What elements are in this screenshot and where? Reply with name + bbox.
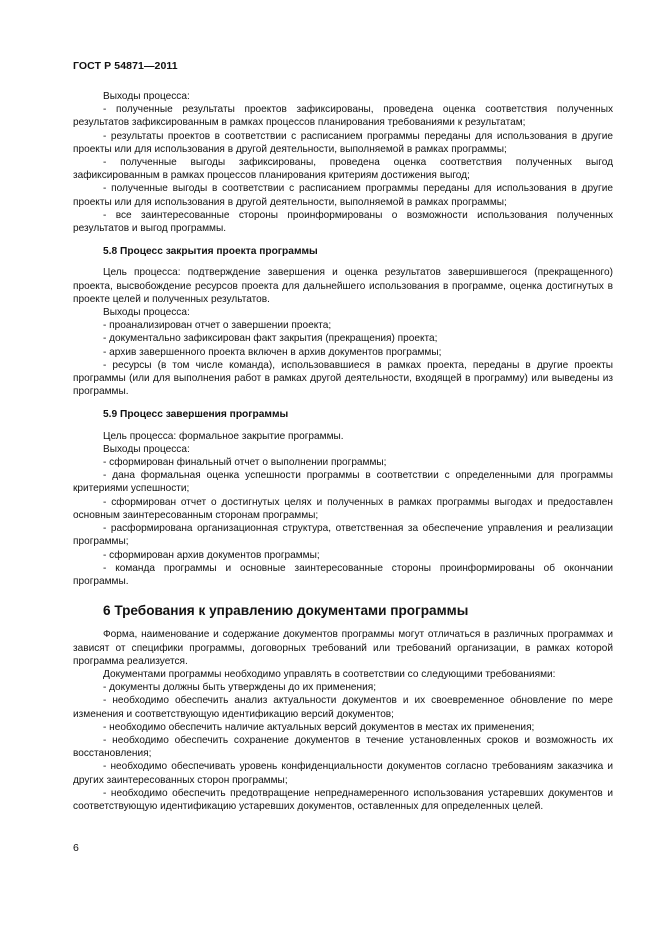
- list-item: - полученные результаты проектов зафиксированы, проведена оценка соответствия полученных результатов зафиксированным в рамках процессов планирования требованиями к результатам;: [73, 104, 613, 129]
- paragraph: Цель процесса: подтверждение завершения и оценка результатов завершившегося (прекращенного) проекта, высвобождение ресурсов проекта для дальнейшего использования в программе, оценка достигнутых в проекте целей и полученных результатов.: [73, 267, 613, 305]
- list-item: - все заинтересованные стороны проинформированы о возможности использования полученных результатов и выгод программы.: [73, 209, 613, 235]
- section-5-9: [73, 408, 613, 588]
- list-item: - ресурсы (в том числе команда), использовавшиеся в рамках проекта, переданы в другие проекты программы (или для выполнения работ в рамках другой деятельности, входящей в программу) или выведены из программы.: [73, 359, 613, 398]
- process-outputs-block: [73, 90, 613, 235]
- list-item: - проанализирован отчет о завершении проекта;: [103, 320, 332, 332]
- section-heading: 5.8 Процесс закрытия проекта программы: [103, 246, 318, 258]
- list-item: - сформирован отчет о достигнутых целях и полученных в рамках программы выгодах и предоставлен основным заинтересованным сторонам программы;: [73, 496, 613, 521]
- list-item: - архив завершенного проекта включен в архив документов программы;: [103, 346, 442, 358]
- paragraph: Выходы процесса:: [103, 443, 190, 455]
- paragraph: Документами программы необходимо управлять в соответствии со следующими требованиями:: [103, 668, 556, 680]
- list-item: - документы должны быть утверждены до их применения;: [103, 682, 376, 694]
- section-6: [73, 604, 613, 813]
- list-item: - документально зафиксирован факт закрытия (прекращения) проекта;: [103, 333, 438, 345]
- section-5-8: [73, 245, 613, 398]
- list-item: - команда программы и основные заинтересованные стороны проинформированы об окончании программы.: [73, 562, 613, 587]
- section-heading: 5.9 Процесс завершения программы: [103, 409, 289, 421]
- list-item: - расформирована организационная структура, ответственная за обеспечение управления и реализации программы;: [73, 523, 613, 548]
- list-item: - дана формальная оценка успешности программы в соответствии с определенными для программы критериями успешности;: [73, 470, 613, 495]
- page-content: [73, 90, 613, 813]
- page-header: ГОСТ Р 54871—2011: [73, 60, 178, 72]
- list-item: - необходимо обеспечить наличие актуальных версий документов в местах их применения;: [103, 721, 535, 733]
- list-item: - сформирован финальный отчет о выполнении программы;: [103, 457, 387, 469]
- paragraph: Цель процесса: формальное закрытие программы.: [103, 430, 344, 442]
- paragraph: Выходы процесса:: [103, 307, 190, 319]
- paragraph: Форма, наименование и содержание документов программы могут отличаться в различных программах и зависят от специфики программы, договорных требований или требований организации, в рамках которой программа реализуется.: [73, 629, 613, 667]
- list-item: - результаты проектов в соответствии с расписанием программы переданы для использования в другие проекты или для использования в другой деятельности, выполняемой в рамках программы;: [73, 130, 613, 155]
- list-item: - полученные выгоды в соответствии с расписанием программы переданы для использования в другие проекты или для использования в другой деятельности, выполняемой в рамках программы;: [73, 183, 613, 208]
- paragraph: Выходы процесса:: [103, 91, 190, 102]
- list-item: - необходимо обеспечить сохранение документов в течение установленных сроков и возможность их восстановления;: [73, 734, 613, 760]
- list-item: - необходимо обеспечить предотвращение непреднамеренного использования устаревших документов и соответствующую идентификацию устаревших документов, оставленных для определенных целей.: [73, 787, 613, 812]
- chapter-heading: 6 Требования к управлению документами программы: [103, 603, 469, 619]
- list-item: - необходимо обеспечить анализ актуальности документов и их своевременное обновление по мере изменения и соответствующую идентификацию версий документов;: [73, 695, 613, 720]
- list-item: - полученные выгоды зафиксированы, проведена оценка соответствия полученных выгод зафиксированным в рамках процессов планирования критериям достижения выгод;: [73, 157, 613, 182]
- list-item: - сформирован архив документов программы;: [103, 549, 320, 561]
- list-item: - необходимо обеспечивать уровень конфиденциальности документов согласно требованиям заказчика и других заинтересованных сторон программы;: [73, 761, 613, 786]
- page-number: 6: [73, 842, 79, 854]
